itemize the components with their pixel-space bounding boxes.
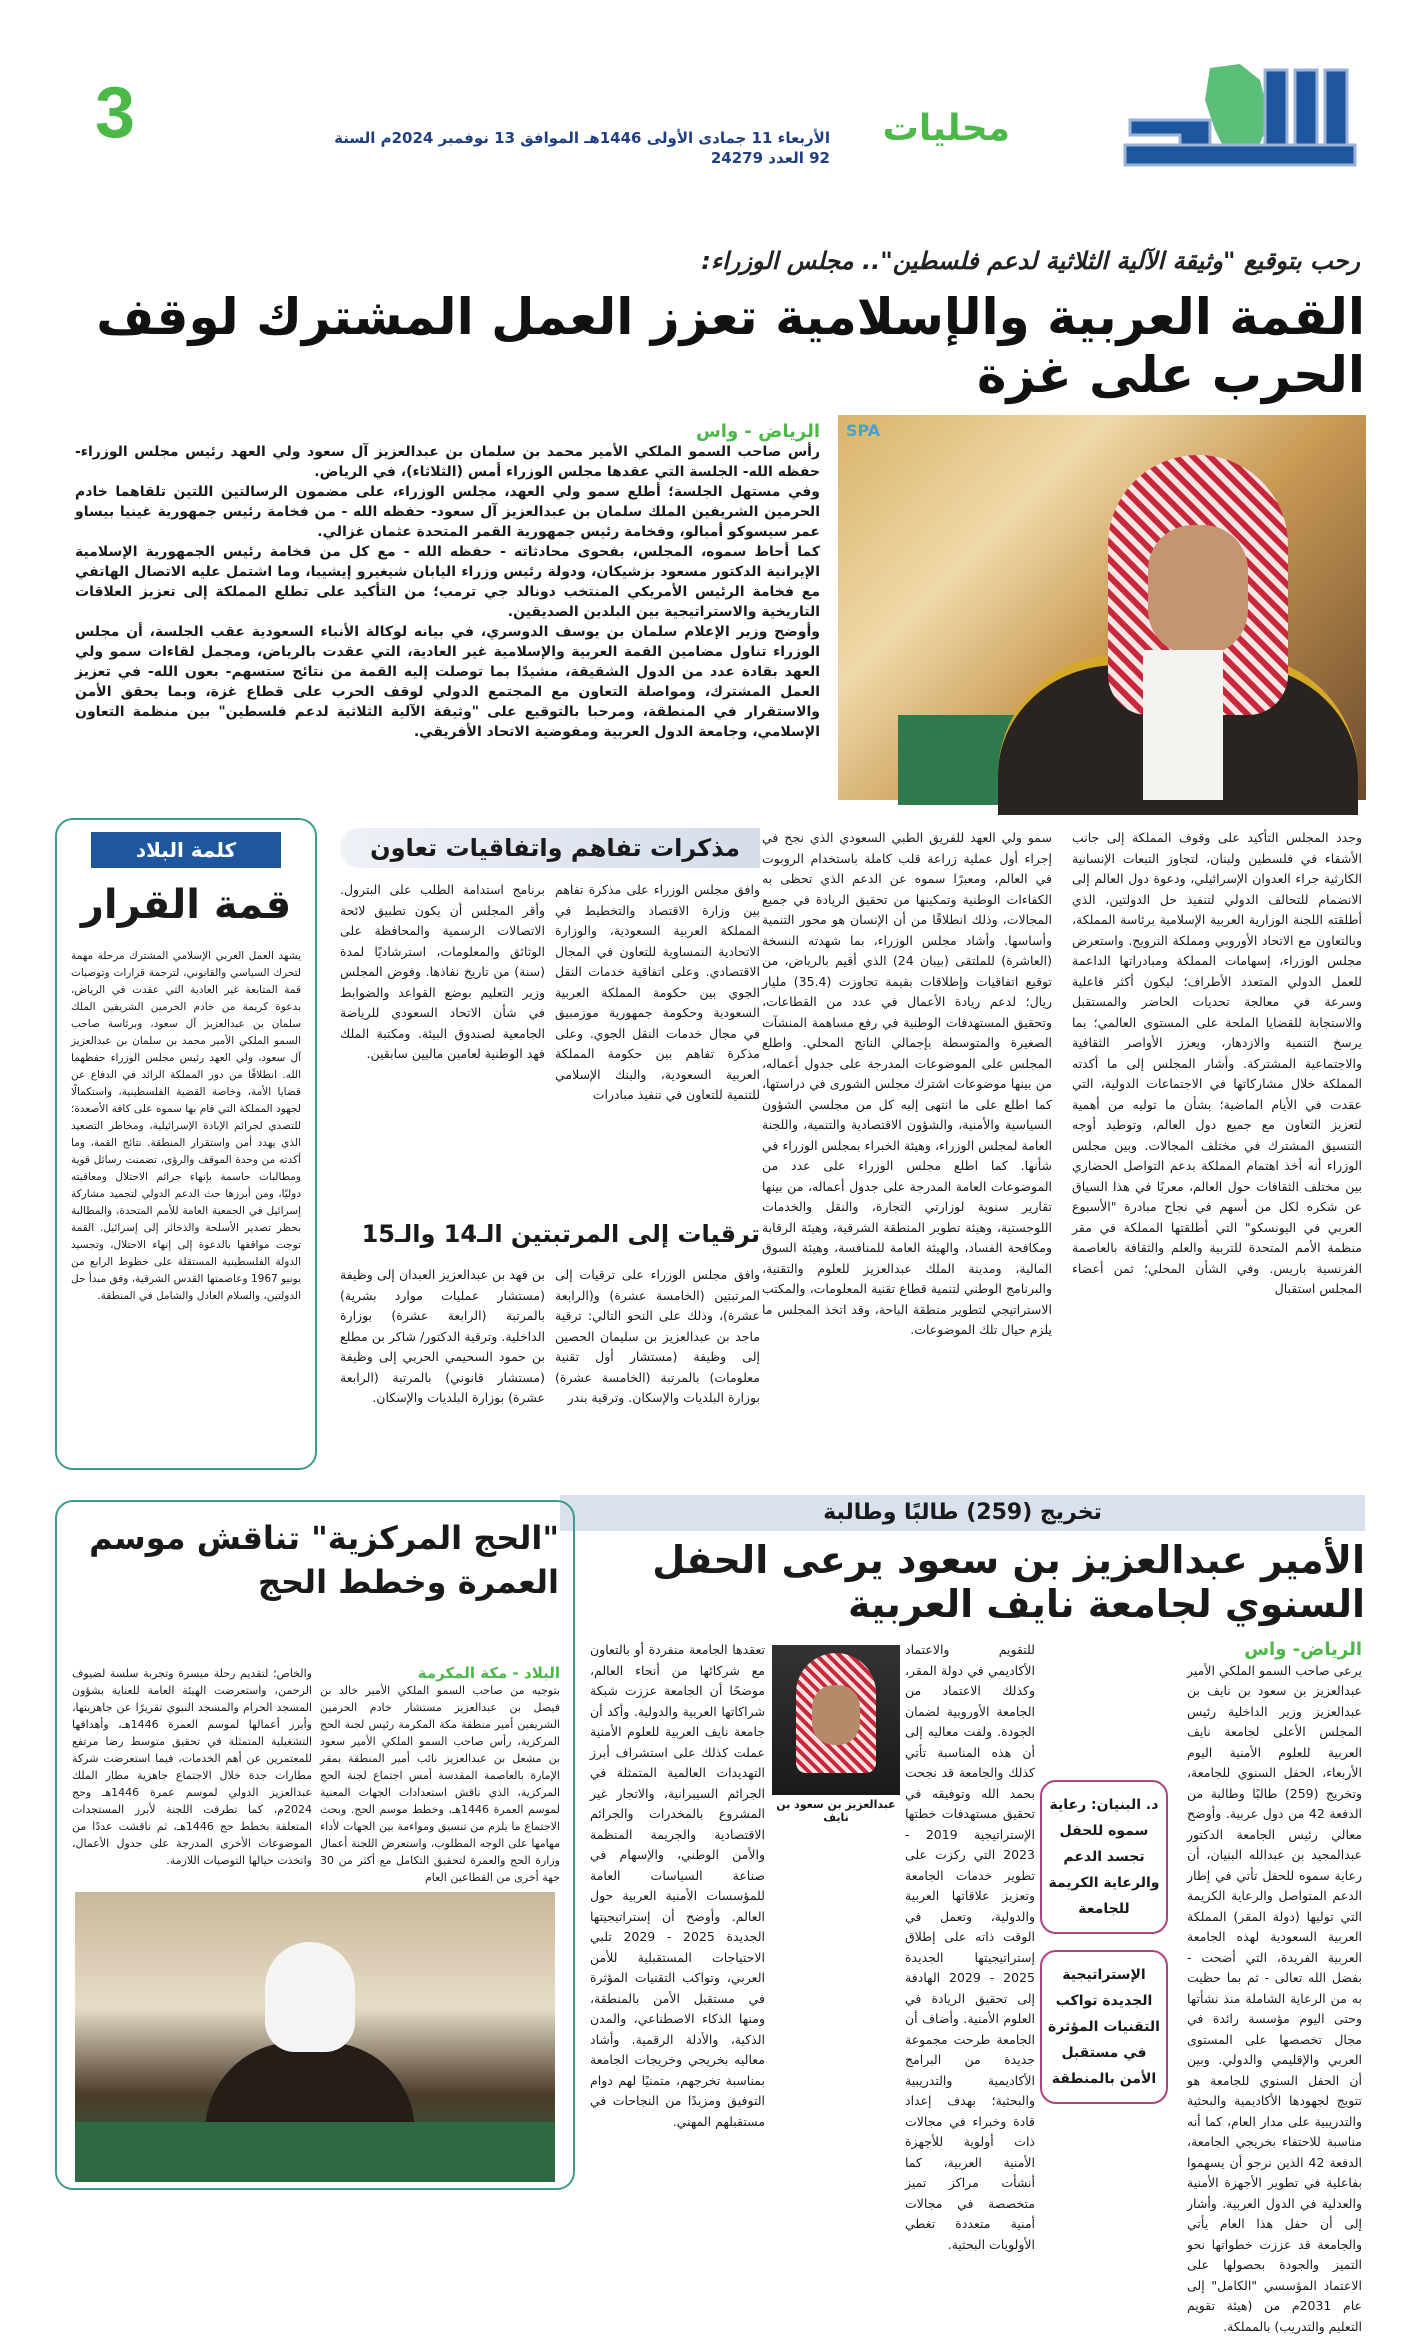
section-name: محليات	[883, 108, 1010, 149]
ghutra-shape	[265, 1942, 355, 2052]
face-shape	[812, 1685, 860, 1745]
paragraph: كما أحاط سموه، المجلس، بفحوى محادثاته - حفظه الله - مع كل من فخامة رئيس الجمهورية الإسلامية الإيرانية الدكتور مسعود بزشيكان، ودولة رئيس وزراء اليابان شيغيرو إيشيبا، وما اشتمل عليه الاتصال الهاتفي مع فخامة الرئيس الأمريكي المنتخب دونالد جي ترمب؛ من التأكيد على تطلع المملكة إلى تعزيز العلاقات التاريخية والاستراتيجية بين البلدين الصديقين.	[75, 542, 820, 622]
hajj-headline: "الحج المركزية" تناقش موسم العمرة وخطط الحج	[71, 1516, 559, 1604]
article-column: وجدد المجلس التأكيد على وقوف المملكة إلى جانب الأشقاء في فلسطين ولبنان، لتجاوز التبعات الإنسانية الكارثية جراء العدوان الإسرائيلي، ودعوة دول العالم إلى الانضمام للتحالف الدولي لتنفيذ حل الدولتين، الذي أطلقته اللجنة الوزارية العربية الإسلامية برئاسة المملكة، وبالتعاون مع الاتحاد الأوروبي ومملكة النرويج. واستعرض مجلس الوزراء، إسهامات المملكة ومبادراتها الداعمة للعمل الدولي المتعدد الأطراف؛ ليكون أكثر فاعلية وسرعة في معالجة تحديات الحاضر والمستقبل والاستجابة للقضايا الملحة على المستوى العالمي؛ بما يرسخ التنمية والازدهار، ويعزز الأواصر الثقافية والاجتماعية المشتركة. وأشار المجلس إلى ما أكدته المملكة خلال مشاركاتها في الاجتماعات الدولية، التي عقدت في الأيام الماضية؛ بشأن ما توليه من أهمية لتعزيز التعاون مع جميع دول العالم، وتوطيد أوجه التنسيق المشترك في مختلف المجالات. وبين مجلس الوزراء أنه أخذ اهتمام المملكة بدعم التواصل الحضاري بين مختلف الثقافات حول العالم، معربًا في هذا السياق عن شكره لكل من أسهم في نجاح مبادرة "الأسبوع العربي في اليونسكو" التي أطلقتها المملكة في مقر منظمة الأمم المتحدة للتربية والعلم والثقافة بالعاصمة الفرنسية باريس. وفي الشأن المحلي؛ ثمن أعضاء المجلس استقبال	[1072, 828, 1362, 1468]
newspaper-logo	[1120, 60, 1360, 178]
main-lead	[75, 422, 820, 742]
prince-abdulaziz-photo	[772, 1645, 900, 1795]
article-column: وافق مجلس الوزراء على ترقيات إلى المرتبتين (الخامسة عشرة) و(الرابعة عشرة)، وذلك على النحو التالي: ترقية ماجد بن عبدالعزيز بن سليمان الحصين إلى وظيفة (مستشار أول تقنية معلومات) بالمرتبة (الخامسة عشرة) بوزارة البلديات والإسكان. وترقية بندر	[555, 1265, 760, 1465]
article-column: بن فهد بن عبدالعزيز العبدان إلى وظيفة (مستشار عمليات موارد بشرية) بالمرتبة (الرابعة عشرة) بوزارة الداخلية. وترقية الدكتور/ شاكر بن مطلع بن حمود السحيمي الحربي إلى وظيفة (مستشار قانوني) بالمرتبة (الرابعة عشرة) بوزارة البلديات والإسكان.	[340, 1265, 545, 1465]
photo-caption: عبدالعزيز بن سعود بن نايف	[772, 1798, 900, 1824]
editorial-title: قمة القرار	[71, 882, 301, 928]
thobe-shape	[1143, 650, 1223, 800]
column-text: يرعى صاحب السمو الملكي الأمير عبدالعزيز بن سعود بن نايف بن عبدالعزيز وزير الداخلية رئيس المجلس الأعلى لجامعة نايف العربية للعلوم الأمنية اليوم الأربعاء، الحفل السنوي للجامعة، وتخريج (259) طالبًا وطالبة من الدفعة 42 من دول عربية. وأوضح معالي رئيس الجامعة الدكتور عبدالمجيد بن عبدالله البنيان، أن رعاية سموه للحفل تأتي في إطار الدعم المتواصل والرعاية الكريمة التي توليها (دولة المقر) المملكة العربية السعودية لهذه الجامعة العربية الفريدة، التي أضحت - بفضل الله تعالى - ثم بما حظيت به من الرعاية الشاملة منذ نشأتها وحتى اليوم مؤسسة رائدة في مجال تخصصها على المستوى العربي والإقليمي والدولي. وبين أن الحفل السنوي للجامعة هو تتويج لجهودها الأكاديمية والبحثية والتدريبية على مدار العام، كما أنه مناسبة للاحتفاء بخريجي الجامعة، الدفعة 42 الذين نرجو أن يسهموا بفاعلية في تطوير الأجهزة الأمنية والعدلية في الدول العربية. وأشار إلى أن حفل هذا العام يأتي والجامعة قد عززت خطواتها نحو التميز والجودة بحصولها على الاعتماد المؤسسي "الكامل" إلى عام 2031م من (هيئة تقويم التعليم والتدريب) بالمملكة.	[1187, 1661, 1362, 2337]
face-shape	[1148, 525, 1248, 655]
page-number: 3	[95, 72, 135, 154]
byline: الرياض- واس	[1187, 1640, 1362, 1661]
article-column	[1187, 1640, 1362, 2195]
editorial-text: يشهد العمل العربي الإسلامي المشترك مرحلة مهمة لتحرك السياسي والقانوني، لترجمة قرارات وتوصيات قمة المتابعة غير العادية التي عقدت في الرياض، بدعوة كريمة من خادم الحرمين الشريفين الملك سلمان بن عبدالعزيز آل سعود، وبرئاسة صاحب السمو الملكي الأمير محمد بن سلمان بن عبدالعزيز آل سعود، ولي العهد رئيس مجلس الوزراء حفظهما الله. انطلاقًا من دور المملكة الرائد في الدفاع عن قضايا الأمة، وخاصة القضية الفلسطينية، واستكمالًا لجهود المملكة التي قام بها سموه على كافة الأصعدة؛ للتصدي لجرائم الإبادة الإسرائيلية، ومخاطر التصعيد الذي يهدد أمن واستقرار المنطقة. نتائج القمة، وما أكدته من وحدة الموقف والرؤى، تضمنت رسائل قوية ومطالبات حاسمة بإنهاء جرائم الاحتلال ومعاقبته دوليًا، ومن أبرزها حث الدعم الدولي لتجميد مشاركة إسرائيل في الجمعية العامة للأمم المتحدة، والمطالبة بحظر تصدير الأسلحة والذخائر إلى إسرائيل. القمة توجت مواقفها بالدعوة إلى إنهاء الاحتلال، وتجسيد الدولة الفلسطينية المستقلة على خطوط الرابع من يونيو 1967 وعاصمتها القدس الشرقية، وفق مبدأ حل الدولتين، والسلام العادل والشامل في المنطقة.	[71, 948, 301, 1448]
paragraph: وفي مستهل الجلسة؛ أطلع سمو ولي العهد، مجلس الوزراء، على مضمون الرسالتين اللتين تلقاهما خادم الحرمين الشريفين الملك سلمان بن عبدالعزيز آل سعود- حفظه الله - من فخامة رئيس جمهورية غينيا بيساو عمر سيسوكو أمبالو، وفخامة رئيس جمهورية القمر المتحدة عثمان غزالي.	[75, 482, 820, 542]
editorial-box	[55, 818, 317, 1470]
editorial-badge: كلمة البلاد	[91, 832, 281, 868]
pull-quote: الإستراتيجية الجديدة تواكب التقنيات المؤثرة في مستقبل الأمن بالمنطقة	[1040, 1950, 1168, 2104]
spa-credit: SPA	[846, 421, 880, 440]
paragraph: رأس صاحب السمو الملكي الأمير محمد بن سلمان بن عبدالعزيز آل سعود ولي العهد رئيس مجلس الوزراء- حفظه الله- الجلسة التي عقدها مجلس الوزراء أمس (الثلاثاء)، في الرياض.	[75, 442, 820, 482]
main-kicker: رحب بتوقيع "وثيقة الآلية الثلاثية لدعم فلسطين".. مجلس الوزراء:	[60, 245, 1360, 277]
article-column: سمو ولي العهد للفريق الطبي السعودي الذي نجح في إجراء أول عملية زراعة قلب كاملة باستخدام الروبوت في العالم، ومعبرًا سموه عن الدعم الذي تحظى به الكفاءات الوطنية وتمكينها من تحقيق الريادة في جميع المجالات، وذلك انطلاقًا من أن الإنسان هو محور التنمية وأساسها. وأشاد مجلس الوزراء، بما شهدته النسخة (العاشرة) للملتقى (بيبان 24) الذي أقيم بالرياض، من توقيع اتفاقيات وإطلاقات بقيمة تجاوزت (35.4) مليار ريال؛ لدعم ريادة الأعمال في عدد من القطاعات، وتحقيق المستهدفات الوطنية في رفع مساهمة المنشآت الصغيرة والمتوسطة بإجمالي الناتج المحلي. واطلع المجلس على الموضوعات المدرجة على جدول أعماله، من بينها موضوعات اشترك مجلس الشورى في دراستها، كما اطلع على ما انتهى إليه كل من مجلسي الشؤون السياسية والأمنية، والشؤون الاقتصادية والتنمية، واللجنة العامة لمجلس الوزراء، وهيئة الخبراء بمجلس الوزراء في شأنها. كما اطلع مجلس الوزراء على عدد من الموضوعات العامة المدرجة على جدول أعماله، من بينها تقارير سنوية لوزارتي التجارة، والنقل والخدمات اللوجستية، وهيئة تطوير المنطقة الشرقية، وهيئة الرقابة ومكافحة الفساد، والهيئة العامة للمنافسة، وهيئة السوق المالية، ومدينة الملك عبدالعزيز للعلوم والتقنية، والبرنامج الوطني لتنمية قطاع تقنية المعلومات، والمكتب الاستراتيجي لتطوير منطقة الباحة، وقد اتخذ المجلس ما يلزم حيال تلك الموضوعات.	[762, 828, 1052, 1468]
byline: البلاد - مكة المكرمة	[320, 1665, 560, 1682]
agreements-section	[340, 828, 760, 868]
desk-shape	[75, 2122, 555, 2182]
column-text: بتوجيه من صاحب السمو الملكي الأمير خالد بن فيصل بن عبدالعزيز مستشار خادم الحرمين الشريفين أمير منطقة مكة المكرمة رئيس لجنة الحج المركزية، رأس صاحب السمو الملكي الأمير سعود بن مشعل بن عبدالعزيز نائب أمير المنطقة بمقر الإمارة بالعاصمة المقدسة أمس اجتماع لجنة الحج المركزية، الذي ناقش استعدادات الجهات المعنية لموسم العمرة 1446هـ، وخطط موسم الحج. وبحث الاجتماع ما يلزم من تنسيق ومواءمة بين الجهات لأداء مهامها على الوجه المطلوب، واستعرض اللجنة أعمال وزارة الحج والعمرة لتحقيق التكامل مع أكثر من 30 جهة أخرى من القطاعين العام	[320, 1682, 560, 1886]
article-column	[320, 1665, 560, 1887]
agreements-heading: مذكرات تفاهم واتفاقيات تعاون	[340, 828, 760, 868]
issue-dateline: الأربعاء 11 جمادى الأولى 1446هـ الموافق 13 نوفمبر 2024م السنة 92 العدد 24279	[310, 128, 830, 168]
pull-quote: د. البنيان: رعاية سموه للحفل تجسد الدعم والرعاية الكريمة للجامعة	[1040, 1780, 1168, 1934]
article-column: للتقويم والاعتماد الأكاديمي في دولة المقر، وكذلك الاعتماد من الجامعة الأوروبية لضمان الجودة. ولفت معاليه إلى أن هذه المناسبة تأتي كذلك والجامعة قد نجحت بحمد الله وتوفيقه في تحقيق مستهدفات خطتها الإستراتيجية 2019 - 2023 التي ركزت على تطوير خدمات الجامعة وتعزيز علاقاتها العربية والدولية، وتعمل في الوقت ذاته على إطلاق إستراتيجيتها الجديدة 2025 - 2029 الهادفة إلى تحقيق الريادة في العلوم الأمنية. وأضاف أن الجامعة طرحت مجموعة جديدة من البرامج الأكاديمية والتدريبية والبحثية؛ بهدف إعداد قادة وخبراء في مجالات ذات أولوية للأجهزة الأمنية العربية، كما أنشأت مراكز تميز متخصصة في مجالات أمنية متعددة تغطي الأولويات البحثية.	[905, 1640, 1035, 2195]
crown-prince-photo	[838, 415, 1366, 800]
article-column: تعقدها الجامعة منفردة أو بالتعاون مع شركائها من أنحاء العالم، موضحًا أن الجامعة عززت شبكة شراكاتها العربية والدولية. وأكد أن جامعة نايف العربية للعلوم الأمنية عملت كذلك على استشراف أبرز التهديدات العالمية المتمثلة في الجرائم السيبرانية، والاتجار غير المشروع بالمخدرات والجرائم الاقتصادية والجريمة المنظمة والأمن الوطني، والإسهام في صناعة السياسات العامة للمؤسسات الأمنية العربية حول العالم. وأوضح أن إستراتيجيتها الجديدة 2025 - 2029 تلبي الاحتياجات المستقبلية للأمن العربي، وتواكب التقنيات المؤثرة في مستقبل الأمن بالمنطقة، ومنها الذكاء الاصطناعي، والمدن الذكية، والأدلة الرقمية. وأشاد معاليه بخريجي وخريجات الجامعة بمناسبة تخرجهم، متمنيًا لهم دوام التوفيق ومزيدًا من النجاحات في مستقبلهم المهني.	[590, 1640, 765, 2195]
article-column: وافق مجلس الوزراء على مذكرة تفاهم بين وزارة الاقتصاد والتخطيط في المملكة العربية السعودية، والوزارة الاتحادية النمساوية للتعاون في المجال الاقتصادي. وعلى اتفاقية خدمات النقل الجوي بين حكومة المملكة العربية السعودية وحكومة جمهورية موزمبيق في مجال خدمات النقل الجوي. وعلى مذكرة تفاهم بين حكومة المملكة العربية السعودية، والبنك الإسلامي للتنمية للتعاون في تنفيذ مبادرات	[555, 880, 760, 1210]
article-column: والخاص؛ لتقديم رحلة ميسرة وتجربة سلسة لضيوف الرحمن، واستعرضت الهيئة العامة للعناية بشؤون المسجد الحرام والمسجد النبوي تقريرًا عن جاهزيتها، وأبرز أعمالها لموسم العمرة 1446هـ، وأهدافها التشغيلية المتمثلة في تحقيق متوسط رضا مرتفع للمعتمرين عن أهم الخدمات، فيما استعرضت شركة مطارات جدة خلال الاجتماع جاهزية مطار الملك عبدالعزيز الدولي لموسم عمرة 1446هـ وحج 2024م، كما تطرقت اللجنة لأبرز المستجدات المتعلقة بخطط حج 1446هـ، ثم ناقشت عددًا من الموضوعات الأخرى المدرجة على جدول الأعمال، واتخذت حيالها التوصيات اللازمة.	[72, 1665, 312, 1887]
hajj-meeting-photo	[75, 1892, 555, 2182]
main-headline: القمة العربية والإسلامية تعزز العمل المشترك لوقف الحرب على غزة	[55, 288, 1365, 404]
byline: الرياض - واس	[75, 422, 820, 442]
paragraph: وأوضح وزير الإعلام سلمان بن يوسف الدوسري، في بيانه لوكالة الأنباء السعودية عقب الجلسة، أن مجلس الوزراء تناول مضامين القمة العربية والإسلامية غير العادية، التي عقدت بالرياض، ومجمل لقاءات سمو ولي العهد بقادة عدد من الدول الشقيقة، مشيدًا بما توصلت إليه القمة من نتائج ستسهم- بعون الله- في تعزيز العمل المشترك، ومواصلة التعاون مع المجتمع الدولي لوقف الحرب على قطاع غزة، وبما يحقق الأمن والاستقرار في المنطقة، ومرحبا بالتوقيع على "وثيقة الآلية الثلاثية لدعم فلسطين" بين منظمة التعاون الإسلامي، وجامعة الدول العربية ومفوضية الاتحاد الأفريقي.	[75, 622, 820, 742]
naif-banner: تخريج (259) طالبًا وطالبة	[560, 1495, 1365, 1531]
naif-headline: الأمير عبدالعزيز بن سعود يرعى الحفل السنوي لجامعة نايف العربية	[560, 1538, 1365, 1626]
article-column: برنامج استدامة الطلب على البترول. وأقر المجلس أن يكون تطبيق لائحة الاتصالات الرسمية والمحافظة على الوثائق والمعلومات، استرشاديًا لمدة (سنة) من تاريخ نفاذها. وفوض المجلس وزير التعليم بوضع القواعد والضوابط في شأن الاتحاد السعودي للرياضة الجامعية لصندوق البيئة. ومكتبة الملك فهد الوطنية لعامين ماليين سابقين.	[340, 880, 545, 1210]
promotions-heading: ترقيات إلى المرتبتين الـ14 والـ15	[340, 1220, 760, 1248]
